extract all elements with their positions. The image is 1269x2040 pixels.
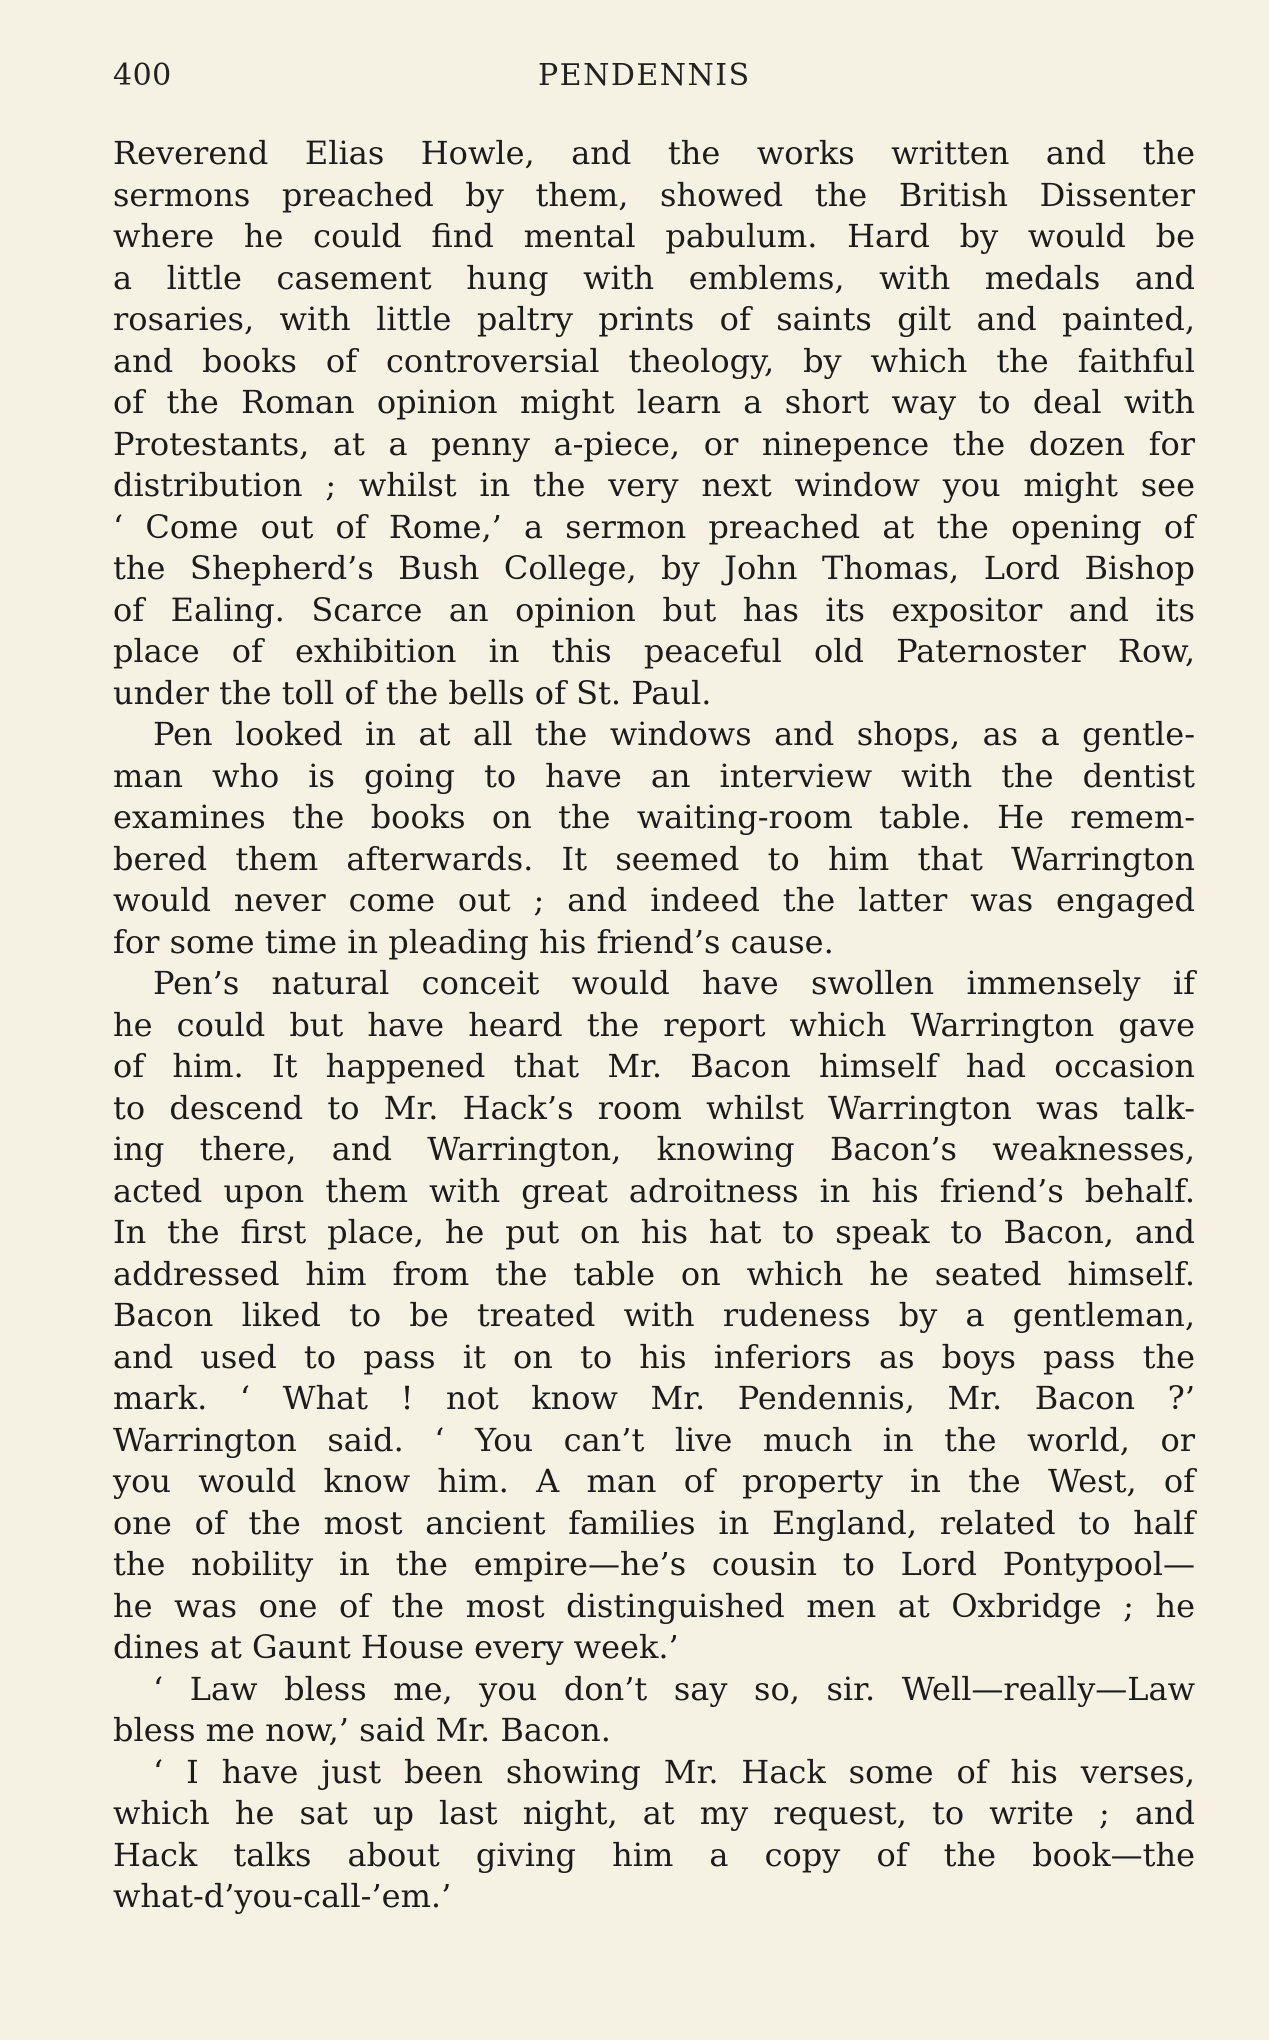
text-line: Pen looked in at all the windows and shops, as a gentle- bbox=[153, 715, 1195, 753]
text-line: which he sat up last night, at my request, to write ; and bbox=[113, 1794, 1195, 1832]
running-head: PENDENNIS bbox=[538, 58, 751, 93]
text-line: Protestants, at a penny a-piece, or ninepence the dozen for bbox=[113, 424, 1195, 463]
text-line: he was one of the most distinguished men at Oxbridge ; he bbox=[113, 1586, 1195, 1625]
text-line: addressed him from the table on which he seated himself. bbox=[113, 1254, 1195, 1293]
page-header bbox=[113, 58, 1193, 98]
body-text bbox=[113, 133, 1195, 1918]
text-line: under the toll of the bells of St. Paul. bbox=[113, 673, 712, 712]
text-line: ‘ Come out of Rome,’ a sermon preached at the opening of bbox=[113, 507, 1195, 546]
text-line: the nobility in the empire—he’s cousin to Lord Pontypool— bbox=[113, 1545, 1195, 1583]
text-line: Reverend Elias Howle, and the works written and the bbox=[113, 134, 1195, 172]
text-line: distribution ; whilst in the very next window you might see bbox=[113, 466, 1195, 504]
text-line: acted upon them with great adroitness in his friend’s behalf. bbox=[113, 1171, 1195, 1210]
text-line: ing there, and Warrington, knowing Bacon’s weaknesses, bbox=[113, 1130, 1195, 1168]
text-line: dines at Gaunt House every week.’ bbox=[113, 1628, 679, 1666]
text-line: man who is going to have an interview with the dentist bbox=[113, 756, 1195, 795]
text-line: sermons preached by them, showed the British Dissenter bbox=[113, 175, 1195, 214]
text-line: and used to pass it on to his inferiors as boys pass the bbox=[113, 1337, 1195, 1376]
text-line: bered them afterwards. It seemed to him that Warrington bbox=[113, 839, 1195, 878]
text-line: would never come out ; and indeed the latter was engaged bbox=[113, 881, 1195, 919]
text-line: mark. ‘ What ! not know Mr. Pendennis, Mr. Bacon ?’ bbox=[113, 1379, 1195, 1417]
text-line: and books of controversial theology, by which the faithful bbox=[113, 341, 1195, 380]
text-line: In the first place, he put on his hat to speak to Bacon, and bbox=[113, 1213, 1195, 1251]
text-line: rosaries, with little paltry prints of saints gilt and painted, bbox=[113, 300, 1195, 338]
text-line: ‘ Law bless me, you don’t say so, sir. Well—really—Law bbox=[153, 1669, 1195, 1708]
text-line: of him. It happened that Mr. Bacon himself had occasion bbox=[113, 1047, 1195, 1085]
text-line: of Ealing. Scarce an opinion but has its expositor and its bbox=[113, 590, 1195, 629]
text-line: a little casement hung with emblems, with medals and bbox=[113, 258, 1195, 297]
page-number: 400 bbox=[113, 58, 172, 93]
text-line: Warrington said. ‘ You can’t live much in the world, or bbox=[113, 1420, 1195, 1459]
text-line: you would know him. A man of property in the West, of bbox=[113, 1462, 1195, 1500]
text-line: bless me now,’ said Mr. Bacon. bbox=[113, 1711, 611, 1749]
text-line: for some time in pleading his friend’s cause. bbox=[113, 922, 834, 961]
text-line: Bacon liked to be treated with rudeness by a gentleman, bbox=[113, 1296, 1195, 1334]
text-line: place of exhibition in this peaceful old Paternoster Row, bbox=[113, 632, 1195, 670]
text-line: to descend to Mr. Hack’s room whilst Warrington was talk- bbox=[113, 1088, 1195, 1127]
text-line: Pen’s natural conceit would have swollen immensely if bbox=[153, 964, 1195, 1002]
text-line: examines the books on the waiting-room table. He remem- bbox=[113, 798, 1195, 836]
text-line: one of the most ancient families in England, related to half bbox=[113, 1503, 1195, 1542]
text-line: the Shepherd’s Bush College, by John Thomas, Lord Bishop bbox=[113, 549, 1195, 587]
text-line: of the Roman opinion might learn a short way to deal with bbox=[113, 383, 1195, 421]
text-line: what-d’you-call-’em.’ bbox=[113, 1877, 452, 1915]
text-line: ‘ I have just been showing Mr. Hack some of his verses, bbox=[153, 1752, 1195, 1791]
text-line: where he could find mental pabulum. Hard by would be bbox=[113, 217, 1195, 255]
text-line: he could but have heard the report which Warrington gave bbox=[113, 1005, 1195, 1044]
text-line: Hack talks about giving him a copy of the book—the bbox=[113, 1835, 1195, 1874]
